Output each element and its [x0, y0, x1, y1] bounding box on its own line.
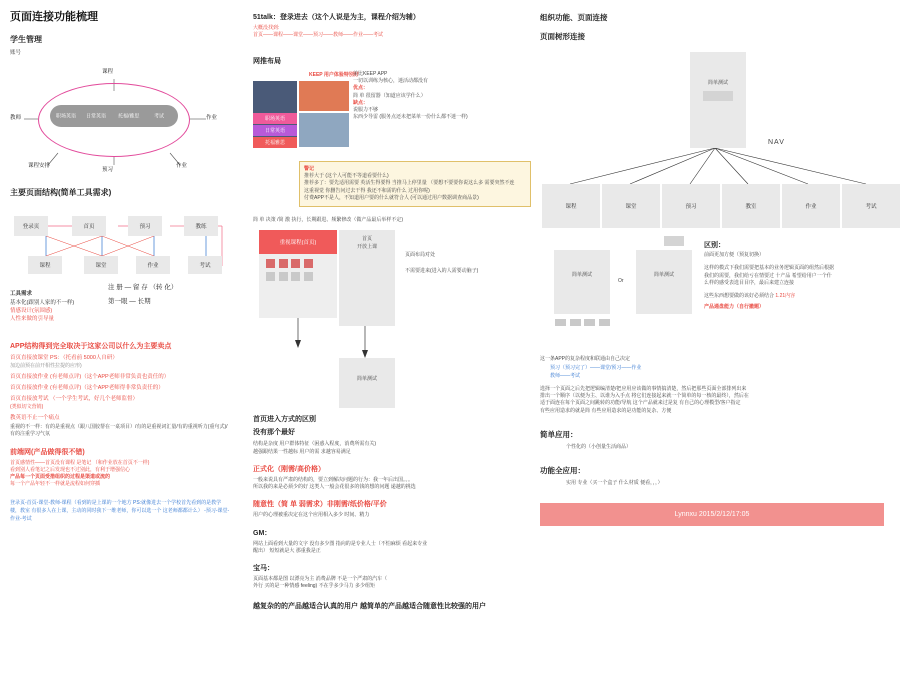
app-flow-item-0-text: 预习（预习完了）——课堂/预习——作业 — [550, 365, 642, 372]
compare-card-left-label: 简单测试 — [571, 272, 592, 278]
phone-red-header: 重视课程(首页) — [259, 230, 337, 254]
keep-tag-1[interactable]: 日常英语 — [253, 125, 297, 136]
tool-line-2: 人性来做的引导量 — [10, 316, 55, 322]
structure-box-preview[interactable]: 预习 — [128, 216, 162, 236]
keep-tag-2[interactable]: 托福雅思 — [253, 137, 297, 148]
phone-red-dot-0 — [266, 259, 275, 268]
ellipse-label-top: 课程 — [102, 69, 114, 76]
app-item-3: 首页直接放考试 （一个学生考试，好几个老师监督） — [10, 396, 139, 403]
formal-line-1: 所以我的来是必须少的好 这类人一般会花很多的钱的想的问题 递越的挑选 — [253, 484, 416, 490]
mid-nav-line: 首页——课程——课堂——预习——教师——作业——考试 — [253, 32, 384, 39]
difference-sub: 前面更加方便（预复切换） — [704, 252, 765, 258]
wireframe-note-1: 页面布局对处 — [405, 252, 436, 259]
difference-note-text: 这些东西想要做的该好必须结合 — [704, 293, 775, 299]
entry-line-0: 结构是杂度 用户群体特征（困惑入程度，消费所需有关) — [253, 441, 377, 448]
gm-line-0: 网站上面看到大量的文字 没有多少图 指向的是专业人士（不怕麻烦 看起来专业 — [253, 540, 428, 547]
ellipse-core-item-3: 考试 — [154, 113, 165, 120]
front-title: 前端网(产品做得很不错) — [10, 448, 85, 456]
compare-section — [540, 240, 890, 350]
app-item-1: 首页直接放作业 (有老师点评)（这个APP老师非常负责也责任的） — [10, 373, 170, 380]
mid-title-text: 51talk：登录进去（这个人说是为主，课程介绍为辅） — [253, 14, 420, 21]
front-item-2: 产品每一个页面受措组织的过程是渠道或流的 — [10, 474, 111, 480]
phone-red-dot-6 — [291, 272, 300, 281]
left-column — [0, 0, 240, 675]
ellipse-label-left: 教师 — [10, 115, 22, 122]
difference-line-0: 这样的模式下我们需要把基本的业务逻辑页面的组然后根据 — [704, 265, 835, 272]
phone-red-dot-7 — [304, 272, 313, 281]
app-flow-item-1-text: 教师——考试 — [550, 372, 581, 379]
difference-note — [704, 293, 900, 300]
keep-note-3: 简 单 很留器（知道应该学什么） — [353, 92, 426, 99]
phone-red-dot-3 — [304, 259, 313, 268]
casual-line: 用户的心理被重决定在这个应用相入多少 时间、精力 — [253, 512, 370, 519]
keep-tag-0[interactable]: 职场英语 — [253, 113, 297, 124]
structure-box-home[interactable]: 首页 — [72, 216, 106, 236]
front-item-0: 首页感情性——首页没有课程 是笔记 （和作业放在首页不一样) — [10, 459, 150, 466]
ellipse-label-bottom: 预习 — [102, 167, 114, 174]
left-subtitle: 学生管理 — [10, 35, 42, 44]
app-flow-title: 这一条APP的复杂程度和联通由自己决定 — [540, 356, 631, 362]
structure-title: 主要页面结构(简单工具需求) — [10, 188, 112, 198]
app-flow-text-1: 排出一个顺序（以便为主、以谁为入手点 将它们连接起来就一个简单的每一核的最终），然后在 — [540, 393, 749, 399]
ellipse-core-item-0: 职场英语 — [56, 113, 77, 120]
structure-box-coach[interactable]: 教练 — [184, 216, 218, 236]
nav-label: NAV — [768, 139, 785, 146]
warning-line-2: 这重视觉 你删告问过去干得 我还不和需的什么 过用你呢) — [304, 187, 430, 194]
app-item-4: 教英语不止一个痛点 — [10, 414, 60, 421]
difference-block — [704, 240, 900, 312]
phone-red-dot-5 — [279, 272, 288, 281]
tree-root-label: 简单测试 — [707, 80, 728, 86]
app-flow-text-0: 选择一个页面之后先把逻辑编清楚/把应用应该做的事情搞清楚，然后把那些页面全部排列出来 — [540, 385, 747, 392]
warning-line-3: 付费APP不是人，不知道用户要的什么就符合人 (可以通过用户数据调查商品景) — [304, 194, 479, 201]
bmw-title: 宝马： — [253, 565, 274, 572]
page-title: 页面连接功能梳理 — [10, 11, 98, 23]
compare-card-left[interactable] — [554, 250, 610, 314]
phone-red — [259, 230, 337, 318]
keep-note-4: 缺点： — [353, 99, 369, 106]
warning-line-1: 推荐多了：要先适用需要 英活生得要得 当推马上停里量 （要想不要要你说这么多 需要突然不连 — [304, 180, 515, 187]
phone-simple-test-label: 简单测试 — [356, 376, 377, 383]
register-line-2: 第一眼 — 长期 — [108, 298, 151, 305]
tree-node-3[interactable]: 教室 — [722, 184, 780, 228]
entry-title: 首页进入方式的区别 — [253, 416, 316, 424]
app-item-2: 首页直接放作业 (有老师点评)（这个APP老师得非常负责任的） — [10, 385, 164, 391]
warning-line-0: 推荐大于 (这个人可能不等道看要什么) — [304, 173, 389, 179]
tree-node-5[interactable]: 考试 — [842, 184, 900, 228]
warning-title: 警记 — [304, 165, 315, 172]
front-item-3: 每一个产品年轻不一样就是流程如何穿插 — [10, 481, 101, 488]
phone-red-dot-4 — [266, 272, 275, 281]
compare-card-right[interactable] — [636, 250, 692, 314]
layout-title: 网推布局 — [253, 57, 281, 65]
ellipse-core-bar — [50, 105, 178, 127]
tool-line-1: 情感设计(氛围感) — [10, 307, 53, 314]
bmw-line-0: 页面基本都是图 以漂亮为主 消费品牌 不是一个严肃的汽车（ — [253, 576, 388, 582]
app-flow-item-0 — [550, 365, 890, 372]
right-column — [530, 0, 900, 675]
simple-decision-text: 简 单 决策 /简 激 执行，长期跟进、频繁修改（做产品最后举样不定) — [253, 217, 404, 223]
keep-notes — [353, 71, 533, 122]
tree-node-0[interactable]: 课程 — [542, 184, 600, 228]
tree-diagram — [540, 48, 890, 228]
wireframe-note-2: 不需要进来(进入的人需要动脑子) — [405, 268, 479, 275]
app-flow-text-2: 适于面连在每个页面之间跳转的功能/导航 这个产品就来过是复 有自己的心理模型/客户指定 — [540, 400, 741, 407]
tool-req-label: 工具需求 — [10, 291, 33, 298]
phone-simple-test — [339, 358, 395, 408]
wireframe-group — [253, 230, 523, 410]
full-app-line: 实用 专业（买一个盒子 什么材质 便看，，，） — [566, 480, 663, 486]
tree-node-2[interactable]: 预习 — [662, 184, 720, 228]
mid-title — [253, 12, 523, 22]
gm-line-1: 醒出） 短短就是大 那重我是正 — [253, 547, 321, 554]
tool-line-0: 基本化(跟别人家的不一样) — [10, 299, 75, 306]
difference-line-2: 么样的感受表选目目序，最后来建立连接 — [704, 279, 795, 286]
right-subtitle: 页面树形连接 — [540, 32, 585, 41]
app-item-0: 首页直接放课堂 PS：（托看前 5000人自研） — [10, 355, 118, 362]
app-item-0-sub: 加边前预在前开相性拉提的应形) — [10, 362, 82, 369]
compare-card-right-label: 简单测试 — [653, 272, 674, 278]
structure-box-exam[interactable]: 考试 — [188, 256, 222, 274]
entry-line-1: 越强跟结果一性越标 用户的需 求越容易满足 — [253, 448, 351, 455]
bmw-line-1: 外行 买的是一种情感 feeling) 不在乎多少马力 多少组矩 — [253, 583, 375, 590]
ellipse-label-right: 作业 — [206, 115, 218, 122]
app-flow-item-1 — [550, 373, 890, 380]
keep-title: KEEP 用户体验特别好 — [309, 71, 359, 78]
formal-line-0: 一般来说具有严肃的结构的，要立到解决问题的行为：我一年后出国。。。 — [253, 476, 414, 483]
tree-node-4[interactable]: 作业 — [782, 184, 840, 228]
keep-note-5: 说服力不够 — [353, 107, 379, 113]
bottom-blue-note: 登录页-首页-课堂-教师-课程（看到的是上课的一个地方 PS:就像进去一个学校首先看到的是教学楼，教室 有很多人在上课，主动的同时我下一维老师，你可以选一个 这老师都都计么） -预习-课堂-作业-考试 — [10, 499, 230, 522]
keep-photo-1 — [299, 81, 349, 111]
simple-app-title: 简单应用： — [540, 429, 578, 439]
right-title: 组织功能、页面连接 — [540, 13, 608, 22]
tab-3[interactable] — [599, 319, 610, 326]
difference-note-red: 1.21内容 — [775, 293, 796, 299]
keep-note-1: 一切以训练为核心，迷活动都没有 — [353, 78, 429, 84]
compare-card-left-tabs[interactable] — [554, 318, 611, 329]
difference-line-1: 我们的需要，我们给亏在情要过 十产品 希望给用户一个什 — [704, 272, 832, 279]
middle-column — [243, 0, 533, 675]
ellipse-core-item-1: 日常英语 — [86, 113, 107, 120]
ellipse-core-item-2: 托福/雅思 — [118, 113, 140, 120]
casual-title: 随意性（简 单 弱需求）非刚需/纸价格/平价 — [253, 501, 387, 509]
difference-bold: 产品通盘能力（自行撤题） — [704, 304, 765, 311]
ellipse-diagram — [10, 61, 230, 181]
app-item-5: 重视的不一样：有的是重视点（跟八国胶帮在一桌项目）/有的是重视词汇量/有的重视听力(重句式)/有的注重学习气氛 — [10, 424, 228, 438]
tree-root-node[interactable] — [690, 52, 746, 148]
tab-0[interactable] — [555, 319, 566, 326]
structure-diagram — [10, 204, 230, 286]
gm-title: GM： — [253, 529, 272, 537]
app-structure-title: APP结构得到完全取决于这家公司以什么为主要卖点 — [10, 343, 172, 351]
ellipse-label-homework: 作业 — [176, 163, 188, 170]
phone-home-label-2: 开放上课 — [356, 243, 377, 250]
mid-subtitle-red: 大概没找到: — [253, 25, 280, 31]
front-item-1: 看到别人看笔记之后发现也不过别此，有利于增强信心 — [10, 466, 131, 473]
structure-box-homework[interactable]: 作业 — [136, 256, 170, 274]
keep-note-6: 东西少导雷 (服务点还未把菜单一份什么都不迷一样) — [353, 114, 468, 121]
or-label: Or — [618, 278, 624, 284]
simple-app-line: 个性化的（小创量生活商品） — [566, 443, 632, 450]
full-app-title: 功能全应用： — [540, 466, 585, 475]
difference-title: 区别： — [704, 242, 725, 249]
phone-red-dot-2 — [291, 259, 300, 268]
simple-decision-line — [253, 217, 523, 224]
keep-note-0: 美比KEEP APP — [353, 70, 388, 77]
compare-card-right-badge — [664, 236, 684, 246]
keep-photo-2 — [299, 113, 349, 147]
structure-box-login[interactable]: 登录页 — [14, 216, 48, 236]
warning-panel — [299, 161, 531, 207]
left-account: 账号 — [10, 50, 22, 56]
phone-home — [339, 230, 395, 326]
phone-home-label-1: 首页 — [361, 236, 372, 243]
formal-title: 正式化（刚需/高价格） — [253, 465, 325, 473]
structure-box-course[interactable]: 课程 — [28, 256, 62, 274]
mid-final-line: 越复杂的的产品越适合认真的用户 越简单的产品越适合随意性比较强的用户 — [253, 602, 486, 610]
app-item-3-sub: (类似切文营销) — [10, 403, 44, 410]
register-line-1: 注 册 — 留 存 （转 化） — [108, 284, 178, 291]
tree-root-placeholder — [703, 91, 733, 101]
footer-banner: Lynnxu 2015/2/12/17:05 — [540, 503, 884, 526]
tab-2[interactable] — [584, 319, 595, 326]
tab-1[interactable] — [570, 319, 581, 326]
tree-node-1[interactable]: 课堂 — [602, 184, 660, 228]
app-flow-text-3: 有些应用造求的就是简 有些应用造求的是功能的复杂、方便 — [540, 407, 672, 414]
entry-subtitle: 没有那个最好 — [253, 429, 295, 437]
keep-note-2: 优点： — [353, 85, 369, 92]
phone-red-dot-1 — [279, 259, 288, 268]
structure-box-class[interactable]: 课堂 — [84, 256, 118, 274]
ellipse-label-schedule: 课程安排 — [28, 163, 51, 170]
